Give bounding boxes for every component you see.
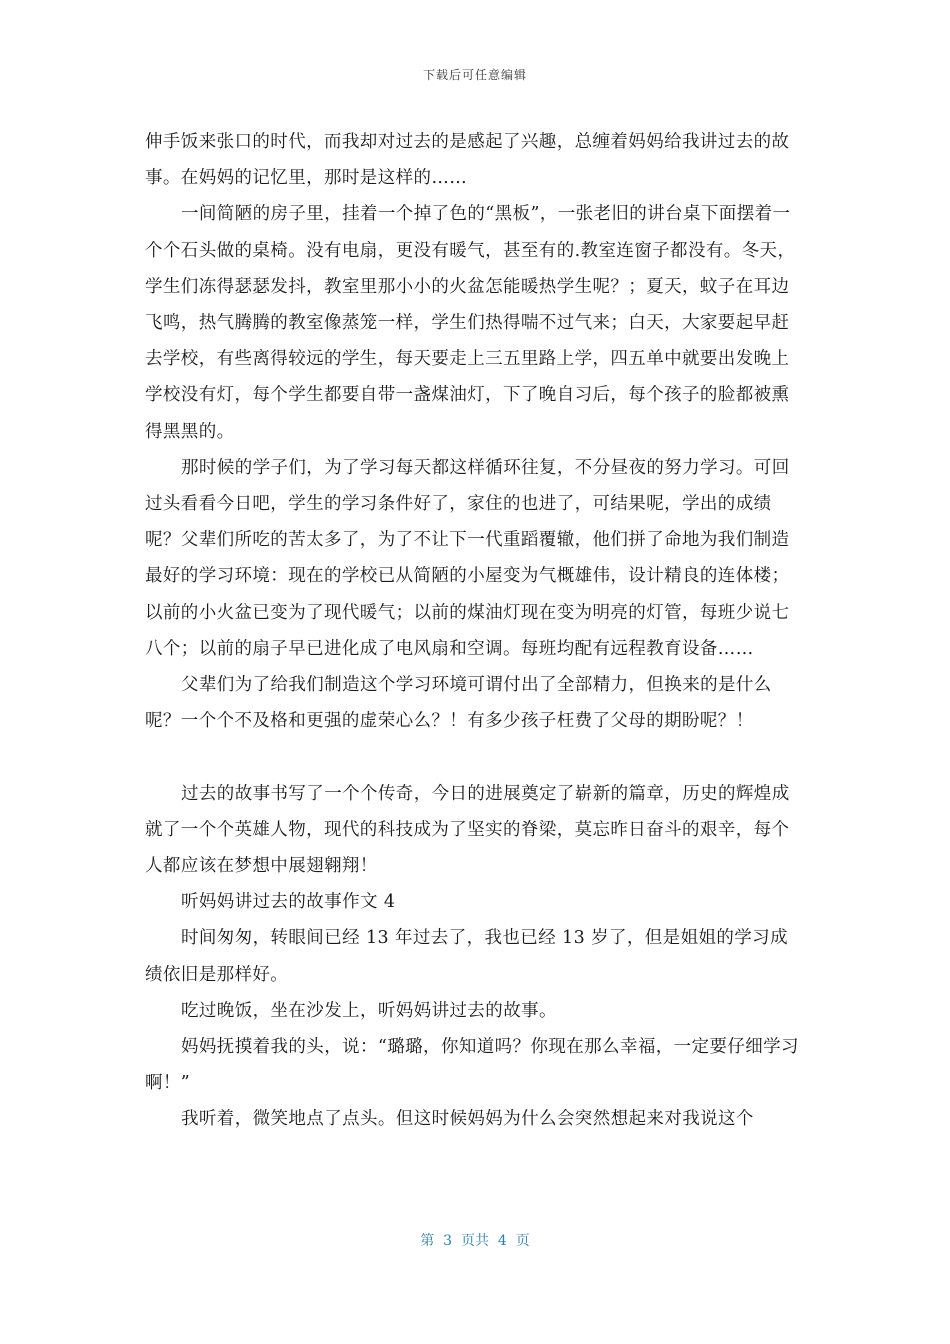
paragraph-6: 时间匆匆，转眼间已经 13 年过去了，我也已经 13 岁了，但是姐姐的学习成绩依旧是那样好。	[145, 928, 788, 985]
paragraph-8: 妈妈抚摸着我的头，说：“璐璐，你知道吗？你现在那么幸福，一定要仔细学习啊！”	[145, 1037, 799, 1094]
article-body	[145, 124, 805, 1138]
page-header: 下载后可任意编辑	[422, 68, 527, 82]
paragraph-9: 我听着，微笑地点了点头。但这时候妈妈为什么会突然想起来对我说这个	[181, 1109, 754, 1130]
paragraph-4: 父辈们为了给我们制造这个学习环境可谓付出了全部精力，但换来的是什么呢？一个个不及格和更强的虚荣心么？！有多少孩子枉费了父母的期盼呢？！	[145, 675, 772, 732]
section-title: 听妈妈讲过去的故事作文 4	[181, 892, 396, 913]
paragraph-1: 伸手饭来张口的时代，而我却对过去的是感起了兴趣，总缠着妈妈给我讲过去的故事。在妈妈的记忆里，那时是这样的……	[145, 132, 790, 189]
paragraph-3: 那时候的学子们，为了学习每天都这样循环往复，不分昼夜的努力学习。可回过头看看今日吧，学生的学习条件好了，家住的也进了，可结果呢，学出的成绩呢？父辈们所吃的苦太多了，为了不让下一代重蹈覆辙，他们拼了命地为我们制造最好的学习环境：现在的学校已从简陋的小屋变为气概雄伟，设计精良的连体楼；以前的小火盆已变为了现代暖气；以前的煤油灯现在变为明亮的灯管，每班少说七八个；以前的扇子早已进化成了电风扇和空调。每班均配有远程教育设备……	[145, 457, 790, 659]
paragraph-7: 吃过晚饭，坐在沙发上，听妈妈讲过去的故事。	[181, 1000, 557, 1021]
paragraph-5: 过去的故事书写了一个个传奇，今日的进展奠定了崭新的篇章，历史的辉煌成就了一个个英雄人物，现代的科技成为了坚实的脊梁，莫忘昨日奋斗的艰辛，每个人都应该在梦想中展翅翱翔！	[145, 783, 790, 877]
paragraph-gap	[145, 739, 805, 775]
page-footer: 第 3 页共 4 页	[420, 1233, 530, 1249]
paragraph-2: 一间简陋的房子里，挂着一个掉了色的“黑板”，一张老旧的讲台桌下面摆着一个个石头做的桌椅。没有电扇，更没有暖气，甚至有的.教室连窗子都没有。冬天，学生们冻得瑟瑟发抖，教室里那小小的火盆怎能暖热学生呢？；夏天，蚊子在耳边飞鸣，热气腾腾的教室像蒸笼一样，学生们热得喘不过气来；白天，大家要起早赶去学校，有些离得较远的学生，每天要走上三五里路上学，四五单中就要出发晚上学校没有灯，每个学生都要自带一盏煤油灯，下了晚自习后，每个孩子的脸都被熏得黑黑的。	[145, 204, 796, 442]
